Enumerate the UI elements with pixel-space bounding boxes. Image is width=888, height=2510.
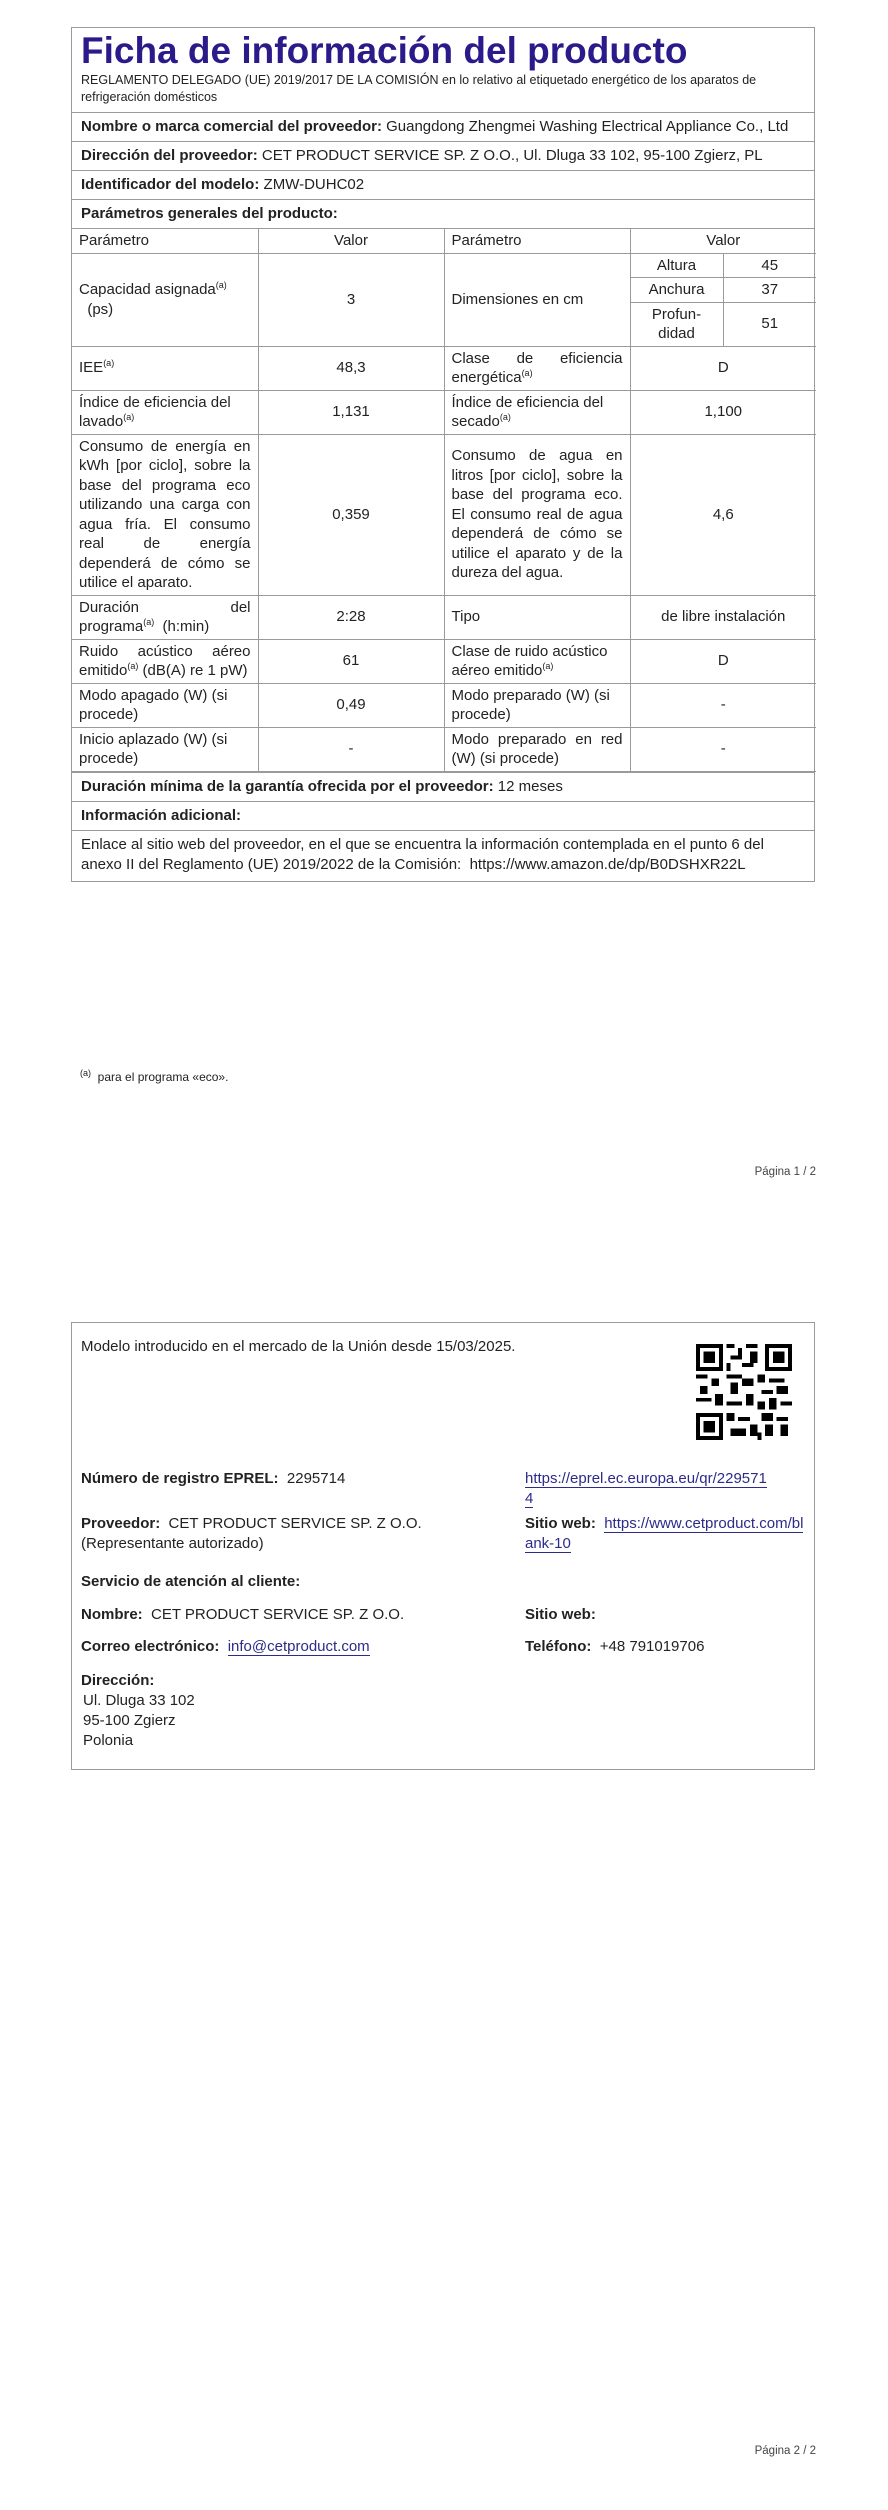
duration-label: Duración del programa$^{(a)}$ (h:min) <box>72 595 258 639</box>
noise-class-value: D <box>630 639 816 683</box>
table-row <box>72 434 816 595</box>
address-line-3: Polonia <box>83 1732 134 1749</box>
email-label: Correo electrónico: <box>81 1638 220 1655</box>
depth-label: Profun-didad <box>630 302 723 346</box>
address-value: CET PRODUCT SERVICE SP. Z O.O., Ul. Dluga 33 102, 95-100 Zgierz, PL <box>261 147 763 164</box>
noise-class-label: Clase de ruido acústico aéreo emitido$^{(a)}$ <box>444 639 630 683</box>
dimensions-label: Dimensiones en cm <box>444 253 630 346</box>
capacity-value: 3 <box>258 253 444 346</box>
website-row <box>525 1514 805 1554</box>
table-row <box>72 595 816 639</box>
table-row <box>72 253 816 278</box>
height-value: 45 <box>723 253 816 278</box>
col-header-value: Valor <box>258 229 444 253</box>
model-value: ZMW-DUHC02 <box>263 176 365 193</box>
capacity-label: Capacidad asignada$^{(a)}$ (ps) <box>72 253 258 346</box>
name-value: CET PRODUCT SERVICE SP. Z O.O. <box>151 1606 405 1623</box>
email-link[interactable]: info@cetproduct.com <box>227 1638 370 1655</box>
depth-value: 51 <box>723 302 816 346</box>
width-value: 37 <box>723 278 816 303</box>
noise-value: 61 <box>258 639 444 683</box>
network-standby-label: Modo preparado en red (W) (si procede) <box>444 727 630 771</box>
model-row <box>72 171 814 200</box>
dry-index-value: 1,100 <box>630 390 816 434</box>
type-label: Tipo <box>444 595 630 639</box>
eprel-row <box>81 1469 345 1489</box>
col-header-param-2: Parámetro <box>444 229 630 253</box>
dry-index-label: Índice de eficiencia del secado$^{(a)}$ <box>444 390 630 434</box>
product-info-sheet-page-2 <box>71 1322 815 1770</box>
supplier-label: Nombre o marca comercial del proveedor: <box>81 118 382 135</box>
off-mode-label: Modo apagado (W) (si procede) <box>72 683 258 727</box>
table-row <box>72 639 816 683</box>
energy-class-value: D <box>630 346 816 390</box>
address-line-1: Ul. Dluga 33 102 <box>83 1692 195 1709</box>
col-header-value-2: Valor <box>630 229 816 253</box>
wash-index-value: 1,131 <box>258 390 444 434</box>
standby-value: - <box>630 683 816 727</box>
height-label: Altura <box>630 253 723 278</box>
page-number-2: Página 2 / 2 <box>754 2445 816 2457</box>
product-info-sheet <box>71 27 815 882</box>
off-mode-value: 0,49 <box>258 683 444 727</box>
page-number-1: Página 1 / 2 <box>754 1166 816 1178</box>
iee-value: 48,3 <box>258 346 444 390</box>
width-label: Anchura <box>630 278 723 303</box>
link-description: Enlace al sitio web del proveedor, en el que se encuentra la información contemplada en el punto 6 del anexo II del Reglamento (UE) 2019/2022 de la Comisión: <box>81 835 764 873</box>
customer-service-heading: Servicio de atención al cliente: <box>81 1573 301 1590</box>
regulation-subtitle: REGLAMENTO DELEGADO (UE) 2019/2017 DE LA COMISIÓN en lo relativo al etiquetado energético de los aparatos de refrigeración domésticos <box>72 72 814 113</box>
table-row <box>72 683 816 727</box>
duration-value: 2:28 <box>258 595 444 639</box>
table-header-row <box>72 229 816 253</box>
website-2-label: Sitio web: <box>525 1606 596 1623</box>
iee-label: IEE$^{(a)}$ <box>72 346 258 390</box>
table-row <box>72 727 816 771</box>
wash-index-label: Índice de eficiencia del lavado$^{(a)}$ <box>72 390 258 434</box>
supplier-row <box>81 1514 491 1554</box>
model-label: Identificador del modelo: <box>81 176 260 193</box>
table-row <box>72 346 816 390</box>
col-header-param: Parámetro <box>72 229 258 253</box>
eprel-value: 2295714 <box>286 1470 346 1487</box>
supplier-link-row <box>72 831 814 881</box>
type-value: de libre instalación <box>630 595 816 639</box>
water-consumption-value: 4,6 <box>630 434 816 595</box>
phone-value: +48 791019706 <box>599 1638 705 1655</box>
energy-consumption-value: 0,359 <box>258 434 444 595</box>
supplier-value: CET PRODUCT SERVICE SP. Z O.O. (Representante autorizado) <box>81 1515 422 1552</box>
noise-label: Ruido acústico aéreo emitido$^{(a)}$ (dB(A) re 1 pW) <box>72 639 258 683</box>
name-row <box>81 1605 404 1625</box>
page-title: Ficha de información del producto <box>81 30 688 71</box>
phone-row <box>525 1637 704 1657</box>
warranty-label: Duración mínima de la garantía ofrecida por el proveedor: <box>81 777 494 795</box>
energy-class-label: Clase de eficiencia energética$^{(a)}$ <box>444 346 630 390</box>
website-2-row <box>525 1605 596 1625</box>
delay-start-label: Inicio aplazado (W) (si procede) <box>72 727 258 771</box>
market-date-text: Modelo introducido en el mercado de la Unión desde 15/03/2025. <box>81 1338 516 1355</box>
network-standby-value: - <box>630 727 816 771</box>
eprel-link[interactable]: https://eprel.ec.europa.eu/qr/2295714 <box>525 1470 767 1507</box>
supplier-label: Proveedor: <box>81 1515 161 1532</box>
address-row <box>72 142 814 171</box>
address-line-2: 95-100 Zgierz <box>83 1712 176 1729</box>
energy-consumption-label: Consumo de energía en kWh [por ciclo], sobre la base del programa eco utilizando una carga con agua fría. El consumo real de energía dependerá de cómo se utilice el aparato. <box>72 434 258 595</box>
phone-label: Teléfono: <box>525 1638 592 1655</box>
email-row <box>81 1637 370 1657</box>
warranty-value: 12 meses <box>497 777 563 795</box>
standby-label: Modo preparado (W) (si procede) <box>444 683 630 727</box>
water-consumption-label: Consumo de agua en litros [por ciclo], sobre la base del programa eco. El consumo real de agua dependerá de cómo se utilice el aparato y de la dureza del agua. <box>444 434 630 595</box>
table-row <box>72 390 816 434</box>
parameters-table <box>72 229 816 772</box>
supplier-link[interactable]: https://www.amazon.de/dp/B0DSHXR22L <box>469 855 746 873</box>
address-label: Dirección: <box>81 1672 155 1689</box>
warranty-row <box>72 772 814 802</box>
eprel-label: Número de registro EPREL: <box>81 1470 279 1487</box>
eprel-url-block <box>525 1469 775 1509</box>
website-link[interactable]: https://www.cetproduct.com/blank-10 <box>525 1515 804 1552</box>
delay-start-value: - <box>258 727 444 771</box>
supplier-value: Guangdong Zhengmei Washing Electrical Appliance Co., Ltd <box>386 118 789 135</box>
additional-info-heading: Información adicional: <box>72 802 814 831</box>
address-block <box>81 1671 195 1751</box>
general-params-heading: Parámetros generales del producto: <box>72 200 814 229</box>
website-label: Sitio web: <box>525 1515 596 1532</box>
address-label: Dirección del proveedor: <box>81 147 258 164</box>
qr-code-icon <box>696 1344 792 1440</box>
name-label: Nombre: <box>81 1606 143 1623</box>
footnote: $^{(a)}$ para el programa «eco». <box>80 1068 229 1084</box>
supplier-row <box>72 113 814 142</box>
